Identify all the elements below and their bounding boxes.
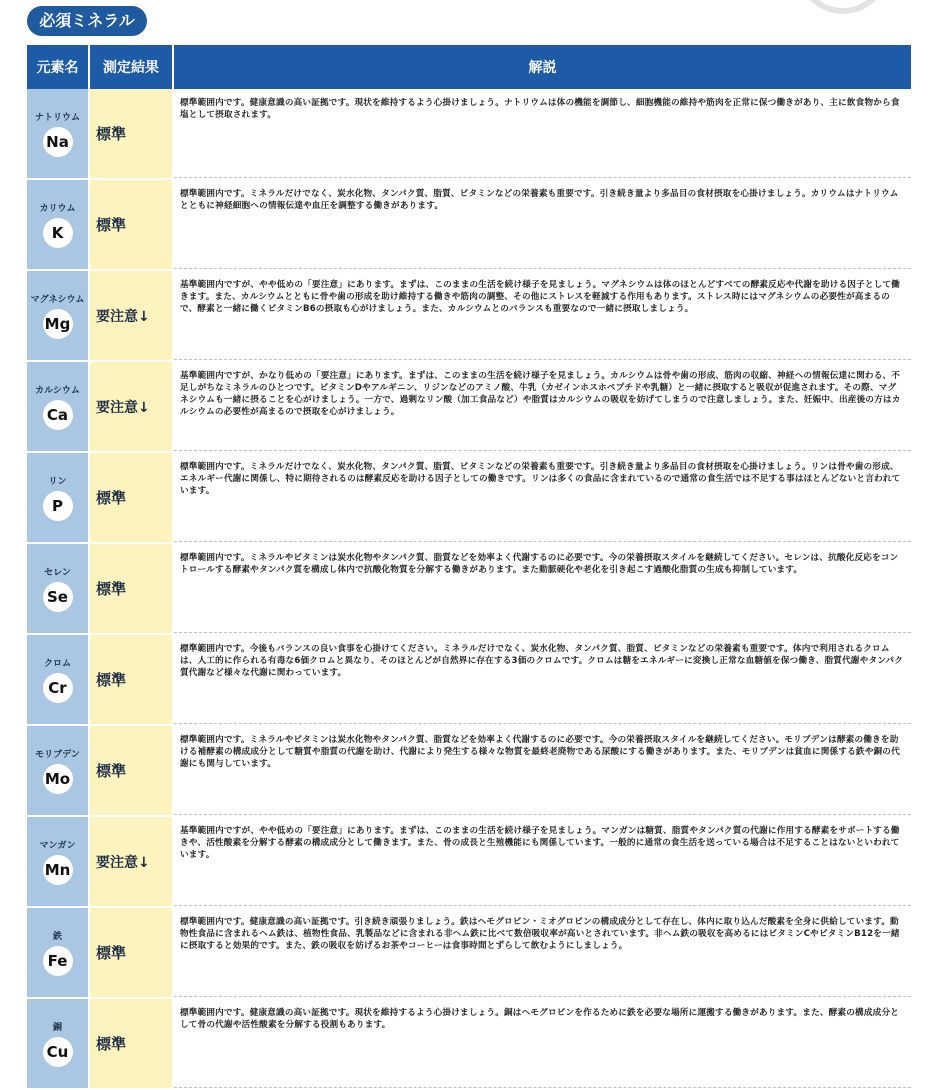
element-name: ナトリウム: [35, 113, 80, 123]
element-symbol: Mo: [43, 764, 73, 794]
comment-cell: 標準範囲内です。健康意識の高い証拠です。現状を維持するよう心掛けましょう。ナトリウムは体の機能を調節し、細胞機能の維持や筋肉を正常に保つ働きがあり、主に飲食物から食塩として摂取されます。: [174, 89, 911, 178]
element-cell: [27, 544, 90, 633]
element-cell: [27, 180, 90, 269]
element-name: クロム: [43, 659, 71, 669]
element-cell: [27, 362, 90, 451]
element-name: モリブデン: [35, 750, 80, 760]
comment-cell: 標準範囲内です。健康意識の高い証拠です。引き続き頑張りましょう。鉄はヘモグロビン・ミオグロビンの構成成分として存在し、体内に取り込んだ酸素を全身に供給しています。動物性食品に含まれるヘム鉄は、植物性食品、乳製品などに含まれる非ヘム鉄に比べて数倍吸収率が高いとされています。非ヘム鉄の吸収を高めるにはビタミンCやビタミンB12を一緒に摂取すると効果的です。また、鉄の吸収を妨げるお茶やコーヒーは食事時間とずらして飲むようにしましょう。: [174, 908, 911, 997]
header-element: 元素名: [27, 45, 90, 89]
element-cell: [27, 908, 90, 997]
comment-cell: 標準範囲内です。健康意識の高い証拠です。現状を維持するよう心掛けましょう。銅はヘモグロビンを作るために鉄を必要な場所に運搬する働きがあります。また、酵素の構成成分として骨の代謝や活性酸素を分解する役割もあります。: [174, 999, 911, 1088]
comment-cell: 標準範囲内です。ミネラルだけでなく、炭水化物、タンパク質、脂質、ビタミンなどの栄養素も重要です。引き続き量より多品目の食材摂取を心掛けましょう。カリウムはナトリウムとともに神経細胞への情報伝達や血圧を調整する働きがあります。: [174, 180, 911, 269]
comment-cell: 標準範囲内です。ミネラルやビタミンは炭水化物やタンパク質、脂質などを効率よく代謝するのに必要です。今の栄養摂取スタイルを継続してください。セレンは、抗酸化反応をコントロールする酵素やタンパク質を構成し体内で抗酸化物質を分解する働きがあります。また動脈硬化や老化を引き起こす過酸化脂質の生成も抑制しています。: [174, 544, 911, 633]
element-cell: [27, 453, 90, 542]
comment-cell: 基準範囲内ですが、やや低めの「要注意」にあります。まずは、このままの生活を続け様子を見ましょう。マグネシウムは体のほとんどすべての酵素反応や代謝を助ける因子として働きます。また、カルシウムとともに骨や歯の形成を助け維持する働きや筋肉の調整、その他にストレスを軽減する作用もあります。ストレス時にはマグネシウムの必要性が高まるので、酵素と一緒に働くビタミンB6の摂取も心がけましょう。また、カルシウムとのバランスも重要なので一緒に摂取しましょう。: [174, 271, 911, 360]
table-row: [27, 180, 911, 271]
element-cell: [27, 817, 90, 906]
table-row: [27, 362, 911, 453]
element-name: マグネシウム: [30, 295, 85, 305]
table-row: [27, 999, 911, 1090]
corner-decoration: [797, 0, 889, 14]
element-symbol: Na: [43, 127, 73, 157]
result-cell: 標準: [90, 999, 174, 1088]
element-symbol: Fe: [43, 946, 73, 976]
element-name: セレン: [44, 568, 71, 578]
element-cell: [27, 999, 90, 1088]
element-name: マンガン: [39, 841, 76, 851]
comment-cell: 標準範囲内です。今後もバランスの良い食事を心掛けてください。ミネラルだけでなく、炭水化物、タンパク質、脂質、ビタミンなどの栄養素も重要です。体内で利用されるクロムは、人工的に作られる有毒な6価クロムと異なり、そのほとんどが自然界に存在する3価のクロムです。クロムは糖をエネルギーに変換し正常な血糖値を保つ働き、脂質代謝やタンパク質代謝など様々な代謝に関わっています。: [174, 635, 911, 724]
result-cell: 要注意↓: [90, 271, 174, 360]
comment-cell: 基準範囲内ですが、やや低めの「要注意」にあります。まずは、このままの生活を続け様子を見ましょう。マンガンは糖質、脂質やタンパク質の代謝に作用する酵素をサポートする働きや、活性酸素を分解する酵素の構成成分として働きます。また、骨の成長と生殖機能にも関係しています。一般的に通常の食生活を送っている場合は不足することはないといわれています。: [174, 817, 911, 906]
result-cell: 標準: [90, 89, 174, 178]
element-name: リン: [48, 477, 67, 487]
element-name: カルシウム: [35, 386, 80, 396]
result-cell: 標準: [90, 908, 174, 997]
table-row: [27, 544, 911, 635]
table-row: [27, 271, 911, 362]
element-symbol: Ca: [43, 400, 73, 430]
table-row: [27, 453, 911, 544]
element-name: 銅: [52, 1023, 62, 1033]
element-symbol: Cu: [43, 1037, 73, 1067]
header-comment: 解説: [174, 45, 911, 89]
comment-cell: 標準範囲内です。ミネラルやビタミンは炭水化物やタンパク質、脂質などを効率よく代謝するのに必要です。今の栄養摂取スタイルを継続してください。モリブデンは酵素の働きを助ける補酵素の構成成分として糖質や脂質の代謝を助け、代謝により発生する様々な物質を最終老廃物である尿酸にする働きがあります。また、モリブデンは貧血に関係する鉄や銅の代謝にも関与しています。: [174, 726, 911, 815]
element-cell: [27, 271, 90, 360]
comment-cell: 基準範囲内ですが、かなり低めの「要注意」にあります。まずは、このままの生活を続け様子を見ましょう。カルシウムは骨や歯の形成、筋肉の収縮、神経への情報伝達に関わる、不足しがちなミネラルのひとつです。ビタミンDやアルギニン、リジンなどのアミノ酸、牛乳（カゼインホスホペプチドや乳糖）と一緒に摂取すると吸収が促進されます。その際、マグネシウムも一緒に摂ることを心がけましょう。一方で、過剰なリン酸（加工食品など）や脂質はカルシウムの吸収を妨げてしまうので注意しましょう。また、妊娠中、出産後の方はカルシウムの必要性が高まるので摂取を心がけましょう。: [174, 362, 911, 451]
element-symbol: Cr: [43, 673, 73, 703]
element-symbol: K: [43, 218, 73, 248]
element-symbol: Mg: [43, 309, 73, 339]
result-cell: 要注意↓: [90, 362, 174, 451]
table-header: [27, 45, 911, 89]
result-cell: 要注意↓: [90, 817, 174, 906]
result-cell: 標準: [90, 635, 174, 724]
section-title: 必須ミネラル: [27, 6, 147, 36]
element-cell: [27, 89, 90, 178]
result-cell: 標準: [90, 726, 174, 815]
result-cell: 標準: [90, 453, 174, 542]
table-body: [27, 89, 911, 1090]
table-row: [27, 908, 911, 999]
element-cell: [27, 635, 90, 724]
table-row: [27, 635, 911, 726]
result-cell: 標準: [90, 544, 174, 633]
element-name: カリウム: [39, 204, 76, 214]
header-result: 測定結果: [90, 45, 174, 89]
table-row: [27, 89, 911, 180]
element-symbol: Mn: [43, 855, 73, 885]
mineral-table: [27, 45, 911, 1090]
table-row: [27, 817, 911, 908]
element-symbol: P: [43, 491, 73, 521]
element-symbol: Se: [43, 582, 73, 612]
table-row: [27, 726, 911, 817]
element-name: 鉄: [52, 932, 62, 942]
comment-cell: 標準範囲内です。ミネラルだけでなく、炭水化物、タンパク質、脂質、ビタミンなどの栄養素も重要です。引き続き量より多品目の食材摂取を心掛けましょう。リンは骨や歯の形成、エネルギー代謝に関係し、特に期待されるのは酵素反応を助ける因子としての働きです。リンは多くの食品に含まれているので通常の食生活では不足する事はほとんどないと言われています。: [174, 453, 911, 542]
element-cell: [27, 726, 90, 815]
result-cell: 標準: [90, 180, 174, 269]
